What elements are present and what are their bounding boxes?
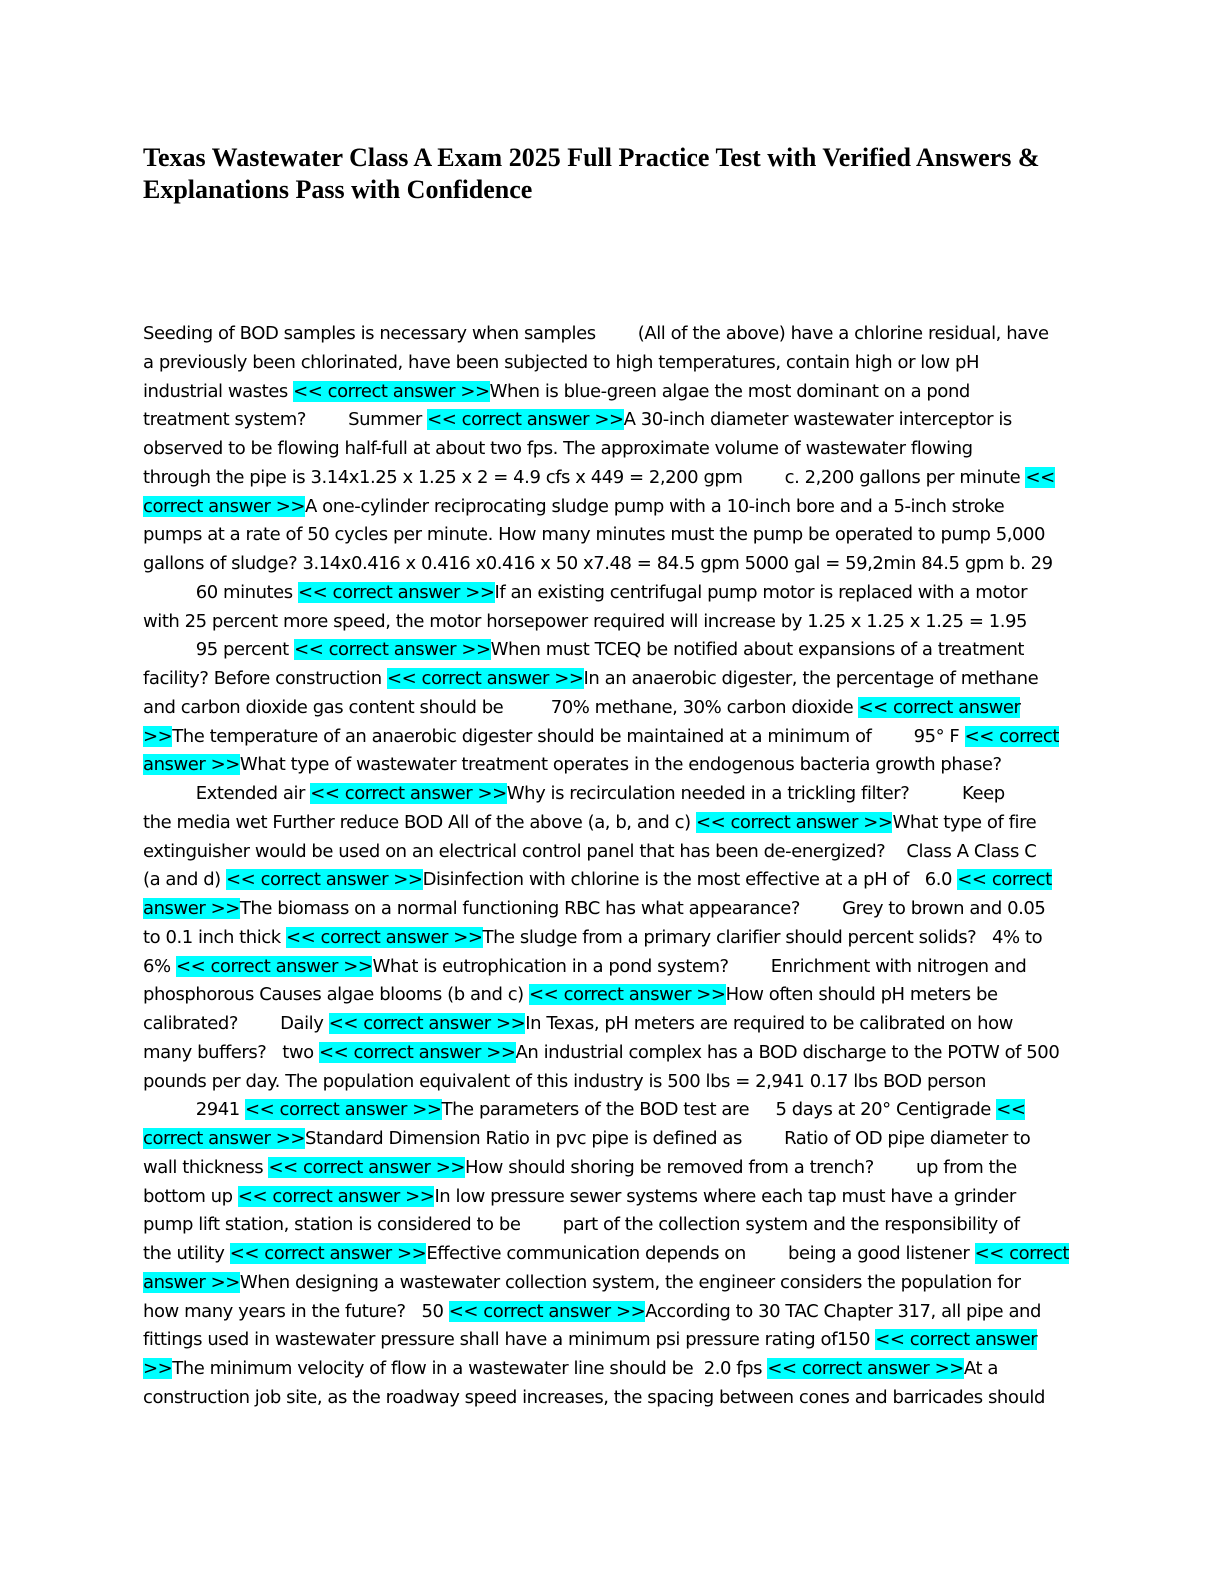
text-line (143, 895, 1083, 924)
text-line (143, 1154, 1083, 1183)
text-run: pounds per day. The population equivalent of this industry is 500 lbs = 2,941 0.17 lbs BOD person (143, 1070, 986, 1092)
answer-marker-highlight: << correct answer >> (297, 581, 495, 603)
answer-marker-highlight: answer >> (143, 754, 240, 776)
text-run: The parameters of the BOD test are 5 days at 20° Centigrade (441, 1099, 997, 1121)
text-run: calibrated? Daily (143, 1013, 329, 1034)
answer-marker-highlight: correct answer >> (143, 495, 305, 517)
text-run: Effective communication depends on being a good listener (426, 1243, 975, 1264)
text-line (143, 924, 1083, 953)
text-run: In low pressure sewer systems where each tap must have a grinder (434, 1185, 1016, 1207)
answer-marker-highlight: << correct answer >> (448, 1300, 646, 1322)
text-run: A one-cylinder reciprocating sludge pump with a 10-inch bore and a 5-inch stroke (305, 495, 1005, 517)
answer-marker-highlight: << correct answer >> (237, 1185, 435, 1207)
text-run: treatment system? Summer (143, 409, 428, 431)
answer-marker-highlight: << (1025, 466, 1055, 488)
text-run: At a (963, 1358, 998, 1379)
text-run: observed to be flowing half-full at about two fps. The approximate volume of wastewater flowing (143, 438, 973, 459)
answer-marker-highlight: << correct answer >> (695, 811, 893, 833)
answer-marker-highlight: << correct (957, 869, 1052, 891)
answer-marker-highlight: << correct answer >> (245, 1099, 442, 1121)
text-run: The minimum velocity of flow in a wastewater line should be 2.0 fps (172, 1358, 768, 1379)
text-run: When designing a wastewater collection system, the engineer considers the population for (239, 1271, 1021, 1293)
text-run: facility? Before construction (143, 668, 387, 689)
text-line (143, 550, 1083, 579)
text-run: the media wet Further reduce BOD All of the above (a, b, and c) (143, 811, 696, 833)
text-line (143, 1183, 1083, 1212)
text-line (143, 435, 1083, 464)
text-line (143, 1010, 1083, 1039)
text-run: bottom up (143, 1185, 238, 1207)
text-run: A 30-inch diameter wastewater interceptor is (623, 409, 1012, 431)
text-run: 6% (143, 955, 176, 977)
text-line (143, 464, 1083, 493)
text-run: a previously been chlorinated, have been subjected to high temperatures, contain high or low pH (143, 351, 980, 373)
answer-marker-highlight: << correct answer (858, 696, 1021, 718)
text-run: In an anaerobic digester, the percentage of methane (583, 668, 1039, 689)
text-line (143, 1269, 1083, 1298)
text-run: When must TCEQ be notified about expansions of a treatment (490, 639, 1025, 661)
text-line (143, 1211, 1083, 1240)
document-body (143, 320, 1083, 1413)
text-line (143, 493, 1083, 522)
text-run: How should shoring be removed from a trench? up from the (465, 1156, 1017, 1178)
text-line (143, 723, 1083, 752)
answer-marker-highlight: >> (143, 725, 173, 747)
text-run: how many years in the future? 50 (143, 1300, 449, 1322)
answer-marker-highlight: << correct answer >> (328, 1013, 526, 1034)
text-run: wall thickness (143, 1156, 269, 1178)
answer-marker-highlight: << correct answer >> (175, 955, 373, 977)
text-run: Seeding of BOD samples is necessary when samples (All of the above) have a chlorine residual, have (143, 323, 1049, 344)
answer-marker-highlight: << correct answer >> (226, 869, 423, 891)
answer-marker-highlight: << (996, 1099, 1026, 1121)
text-line (143, 349, 1083, 378)
text-run: What type of wastewater treatment operates in the endogenous bacteria growth phase? (239, 754, 1002, 776)
text-run: the utility (143, 1243, 230, 1264)
document-title: Texas Wastewater Class A Exam 2025 Full Practice Test with Verified Answers & Explanations Pass with Confidence (143, 143, 1040, 204)
answer-marker-highlight: answer >> (143, 1271, 240, 1293)
text-run: What type of fire (892, 811, 1037, 833)
text-run: pump lift station, station is considered to be part of the collection system and the responsibility of (143, 1214, 1020, 1236)
text-run: fittings used in wastewater pressure shall have a minimum psi pressure rating of150 (143, 1329, 876, 1351)
text-run: (a and d) (143, 869, 227, 891)
text-run: and carbon dioxide gas content should be 70% methane, 30% carbon dioxide (143, 696, 859, 718)
answer-marker-highlight: << correct answer >> (529, 984, 726, 1006)
text-run: construction job site, as the roadway speed increases, the spacing between cones and barricades should (143, 1386, 1045, 1408)
text-run: According to 30 TAC Chapter 317, all pipe and (645, 1300, 1041, 1322)
text-run: What is eutrophication in a pond system? Enrichment with nitrogen and (372, 955, 1027, 977)
text-line (143, 1298, 1083, 1327)
text-line (143, 378, 1083, 407)
text-line (143, 1384, 1083, 1413)
answer-marker-highlight: << correct answer >> (229, 1243, 427, 1264)
text-run: pumps at a rate of 50 cycles per minute. How many minutes must the pump be operated to pump 5,000 (143, 524, 1046, 546)
answer-marker-highlight: << correct answer >> (318, 1041, 516, 1063)
text-line (143, 579, 1083, 608)
answer-marker-highlight: << correct answer >> (268, 1156, 466, 1178)
text-run: The temperature of an anaerobic digester should be maintained at a minimum of 95° F (172, 725, 965, 747)
answer-marker-highlight: << correct answer (875, 1329, 1038, 1351)
answer-marker-highlight: << correct answer >> (285, 926, 483, 948)
text-run: An industrial complex has a BOD discharge to the POTW of 500 (515, 1041, 1060, 1063)
text-run: Disinfection with chlorine is the most effective at a pH of 6.0 (422, 869, 958, 891)
answer-marker-highlight: << correct answer >> (767, 1358, 964, 1379)
text-line (143, 1096, 1083, 1125)
text-run: many buffers? two (143, 1041, 319, 1063)
text-line (143, 1125, 1083, 1154)
answer-marker-highlight: answer >> (143, 898, 240, 919)
answer-marker-highlight: << correct answer >> (293, 380, 490, 402)
text-line (143, 1355, 1083, 1384)
text-run: The biomass on a normal functioning RBC has what appearance? Grey to brown and 0.05 (239, 898, 1046, 919)
text-line (143, 981, 1083, 1010)
text-line (143, 608, 1083, 637)
answer-marker-highlight: << correct answer >> (427, 409, 624, 431)
answer-marker-highlight: << correct answer >> (310, 783, 507, 804)
text-line (143, 809, 1083, 838)
text-run: phosphorous Causes algae blooms (b and c) (143, 984, 530, 1006)
text-line (143, 838, 1083, 867)
text-run: 2941 (143, 1099, 245, 1121)
text-line (143, 406, 1083, 435)
answer-marker-highlight: << correct (974, 1243, 1070, 1264)
text-line (143, 780, 1083, 809)
text-line (143, 751, 1083, 780)
text-line (143, 320, 1083, 349)
text-line (143, 521, 1083, 550)
text-line (143, 1039, 1083, 1068)
text-line (143, 1326, 1083, 1355)
text-run: through the pipe is 3.14x1.25 x 1.25 x 2 = 4.9 cfs x 449 = 2,200 gpm c. 2,200 gallons per minute (143, 466, 1026, 488)
text-run: In Texas, pH meters are required to be calibrated on how (525, 1013, 1013, 1034)
text-line (143, 1068, 1083, 1097)
text-run: to 0.1 inch thick (143, 926, 286, 948)
answer-marker-highlight: correct answer >> (143, 1128, 305, 1149)
text-line (143, 866, 1083, 895)
text-run: gallons of sludge? 3.14x0.416 x 0.416 x0.416 x 50 x7.48 = 84.5 gpm 5000 gal = 59,2min 84.5 gpm b. 29 (143, 553, 1053, 574)
text-run: If an existing centrifugal pump motor is replaced with a motor (494, 581, 1028, 603)
text-line (143, 1240, 1083, 1269)
text-run: When is blue-green algae the most dominant on a pond (489, 380, 970, 402)
text-line (143, 665, 1083, 694)
text-run: Standard Dimension Ratio in pvc pipe is defined as Ratio of OD pipe diameter to (305, 1128, 1031, 1149)
answer-marker-highlight: >> (143, 1358, 173, 1379)
answer-marker-highlight: << correct answer >> (387, 668, 584, 689)
text-run: Extended air (143, 783, 311, 804)
answer-marker-highlight: << correct answer >> (294, 639, 491, 661)
text-run: extinguisher would be used on an electrical control panel that has been de-energized? Class A Class C (143, 840, 1037, 862)
text-run: Why is recirculation needed in a trickling filter? Keep (506, 783, 1005, 804)
text-run: industrial wastes (143, 380, 294, 402)
text-line (143, 636, 1083, 665)
text-run: How often should pH meters be (725, 984, 998, 1006)
text-run: 60 minutes (143, 581, 298, 603)
answer-marker-highlight: << correct (964, 725, 1059, 747)
text-run: with 25 percent more speed, the motor horsepower required will increase by 1.25 x 1.25 x 1.25 = 1.95 (143, 610, 1028, 632)
text-line (143, 694, 1083, 723)
text-line (143, 953, 1083, 982)
text-run: 95 percent (143, 639, 295, 661)
text-run: The sludge from a primary clarifier should percent solids? 4% to (482, 926, 1043, 948)
